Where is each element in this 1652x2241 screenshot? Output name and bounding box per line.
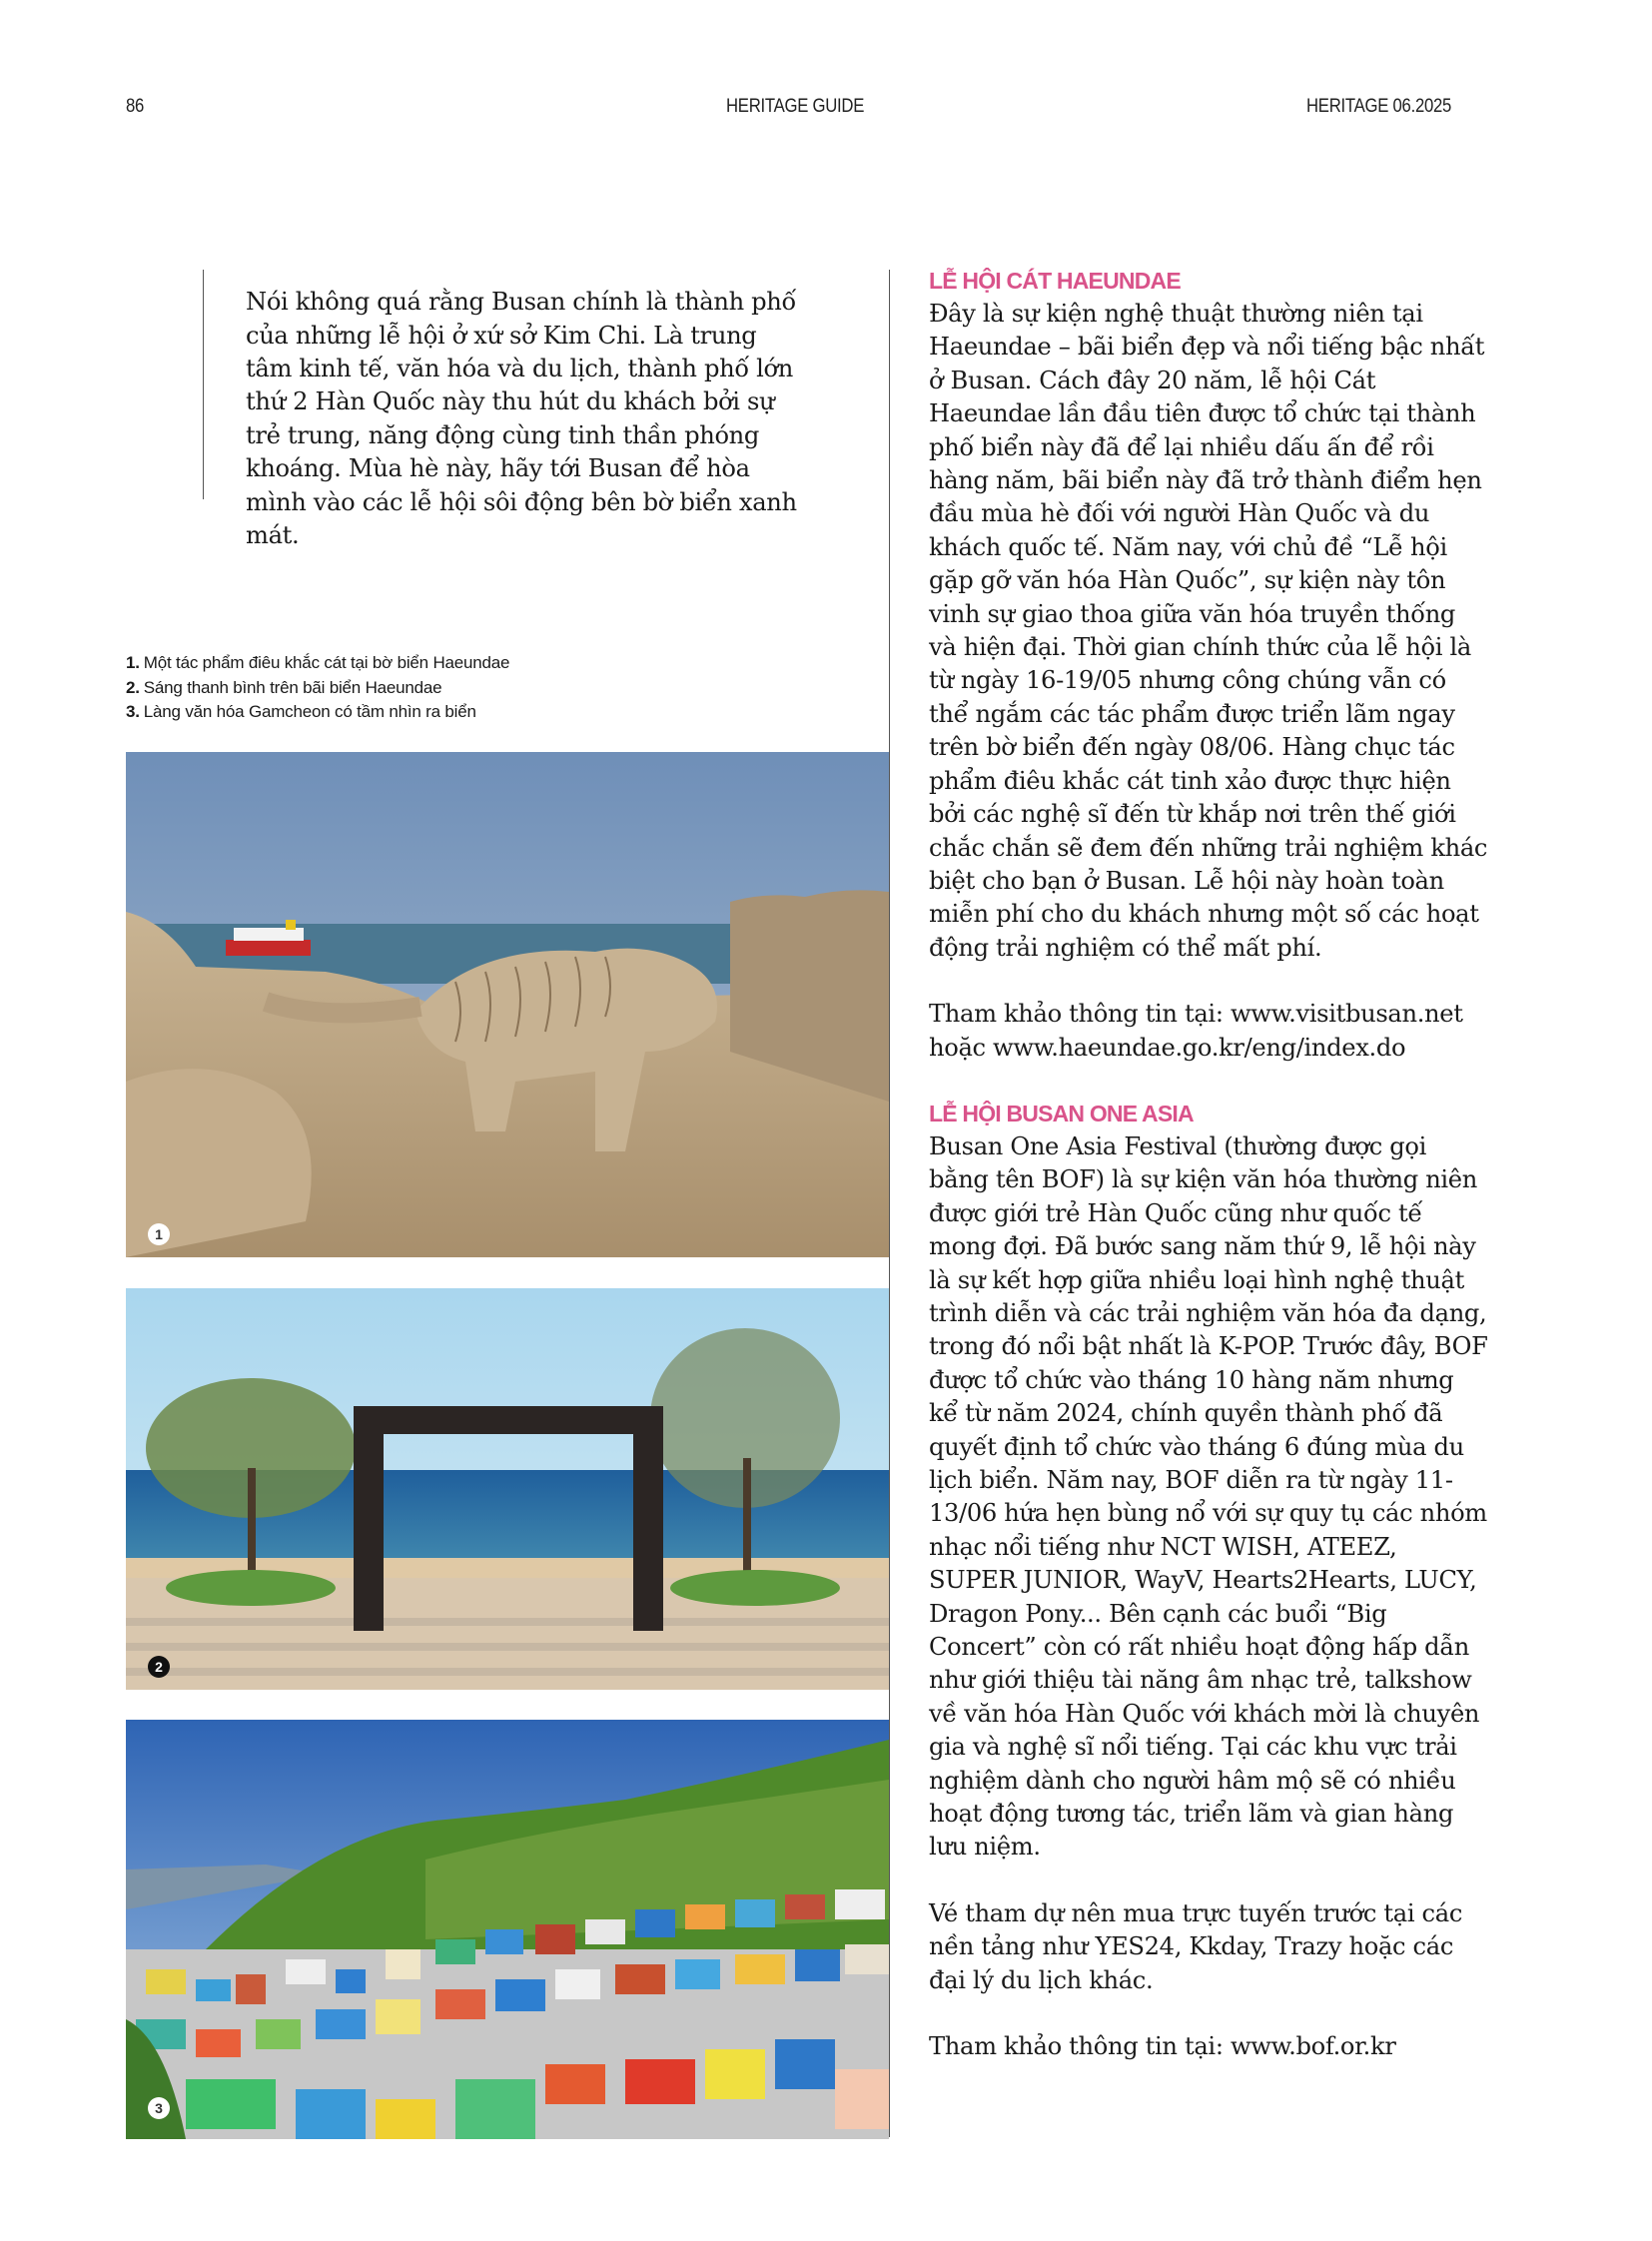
caption-number: 1.: [126, 653, 140, 672]
beach-gate-photo: [126, 1288, 889, 1690]
section-haeundae-sand-festival: [929, 265, 1488, 1065]
caption-item: [126, 700, 509, 725]
column-divider: [889, 270, 890, 2137]
caption-item: [126, 676, 509, 701]
page-number: 86: [126, 96, 145, 117]
gamcheon-village-icon: [126, 1720, 889, 2139]
section-name: HERITAGE GUIDE: [726, 96, 865, 117]
intro-rule: [203, 270, 204, 499]
info-link-text: Tham khảo thông tin tại: www.visitbusan.net hoặc www.haeundae.go.kr/eng/index.do: [929, 1000, 1463, 1062]
section-heading: LỄ HỘI CÁT HAEUNDAE: [929, 268, 1181, 294]
sand-sculpture-tiger-icon: [126, 752, 889, 1257]
beach-gate-icon: [126, 1288, 889, 1690]
tickets-text: Vé tham dự nên mua trực tuyến trước tại các nền tảng như YES24, Kkday, Trazy hoặc các đại lý du lịch khác.: [929, 1898, 1463, 1994]
info-link-text: Tham khảo thông tin tại: www.bof.or.kr: [929, 2032, 1396, 2061]
caption-number: 2.: [126, 677, 140, 697]
photo-number-badge: 3: [148, 2097, 170, 2119]
caption-text: Một tác phẩm điêu khắc cát tại bờ biển Haeundae: [143, 653, 510, 672]
caption-number: 3.: [126, 702, 140, 721]
photo-captions: [126, 651, 509, 725]
sand-sculpture-tiger-photo: [126, 752, 889, 1257]
intro-paragraph: Nói không quá rằng Busan chính là thành phố của những lễ hội ở xứ sở Kim Chi. Là trung tâm kinh tế, văn hóa và du lịch, thành phố lớn thứ 2 Hàn Quốc này thu hút du khách bởi sự trẻ trung, năng động cùng tinh thần phóng khoáng. Mùa hè này, hãy tới Busan để hòa mình vào các lễ hội sôi động bên bờ biển xanh mát.: [246, 288, 797, 550]
caption-item: [126, 651, 509, 676]
caption-text: Sáng thanh bình trên bãi biển Haeundae: [143, 677, 442, 697]
gamcheon-village-photo: [126, 1720, 889, 2139]
photo-number-badge: 1: [148, 1223, 170, 1245]
issue-label: HERITAGE 06.2025: [1306, 96, 1452, 117]
photo-number-badge: 2: [148, 1656, 170, 1678]
article-body: [929, 265, 1488, 2064]
section-body: Đây là sự kiện nghệ thuật thường niên tại Haeundae – bãi biển đẹp và nổi tiếng bậc nhất ở Busan. Cách đây 20 năm, lễ hội Cát Haeundae lần đầu tiên được tổ chức tại thành phố biển này đã để lại nhiều dấu ấn để rồi hàng năm, bãi biển này đã trở thành điểm hẹn đầu mùa hè đối với người Hàn Quốc và du khách quốc tế. Năm nay, với chủ đề “Lễ hội gặp gỡ văn hóa Hàn Quốc”, sự kiện này tôn vinh sự giao thoa giữa văn hóa truyền thống và hiện đại. Thời gian chính thức của lễ hội là từ ngày 16-19/05 nhưng công chúng vẫn có thể ngắm các tác phẩm được triển lãm ngay trên bờ biển đến ngày 08/06. Hàng chục tác phẩm điêu khắc cát tinh xảo được thực hiện bởi các nghệ sĩ đến từ khắp nơi trên thế giới chắc chắn sẽ đem đến những trải nghiệm khác biệt cho bạn ở Busan. Lễ hội này hoàn toàn miễn phí cho du khách nhưng một số các hoạt động trải nghiệm có thể mất phí.: [929, 300, 1488, 962]
section-heading: LỄ HỘI BUSAN ONE ASIA: [929, 1100, 1194, 1126]
caption-text: Làng văn hóa Gamcheon có tầm nhìn ra biển: [143, 702, 476, 721]
section-body: Busan One Asia Festival (thường được gọi bằng tên BOF) là sự kiện văn hóa thường niên được giới trẻ Hàn Quốc cũng như quốc tế mong đợi. Đã bước sang năm thứ 9, lễ hội này là sự kết hợp giữa nhiều loại hình nghệ thuật trình diễn và các trải nghiệm văn hóa đa dạng, trong đó nổi bật nhất là K-POP. Trước đây, BOF được tổ chức vào tháng 10 hàng năm nhưng kể từ năm 2024, chính quyền thành phố đã quyết định tổ chức vào tháng 6 đúng mùa du lịch biển. Năm nay, BOF diễn ra từ ngày 11-13/06 hứa hẹn bùng nổ với sự quy tụ các nhóm nhạc nổi tiếng như NCT WISH, ATEEZ, SUPER JUNIOR, WayV, Hearts2Hearts, LUCY, Dragon Pony... Bên cạnh các buổi “Big Concert” còn có rất nhiều hoạt động hấp dẫn như giới thiệu tài năng âm nhạc trẻ, talkshow về văn hóa Hàn Quốc với khách mời là chuyên gia và nghệ sĩ nổi tiếng. Tại các khu vực trải nghiệm dành cho người hâm mộ sẽ có nhiều hoạt động tương tác, triển lãm và gian hàng lưu niệm.: [929, 1131, 1488, 1862]
section-busan-one-asia: [929, 1098, 1488, 2064]
